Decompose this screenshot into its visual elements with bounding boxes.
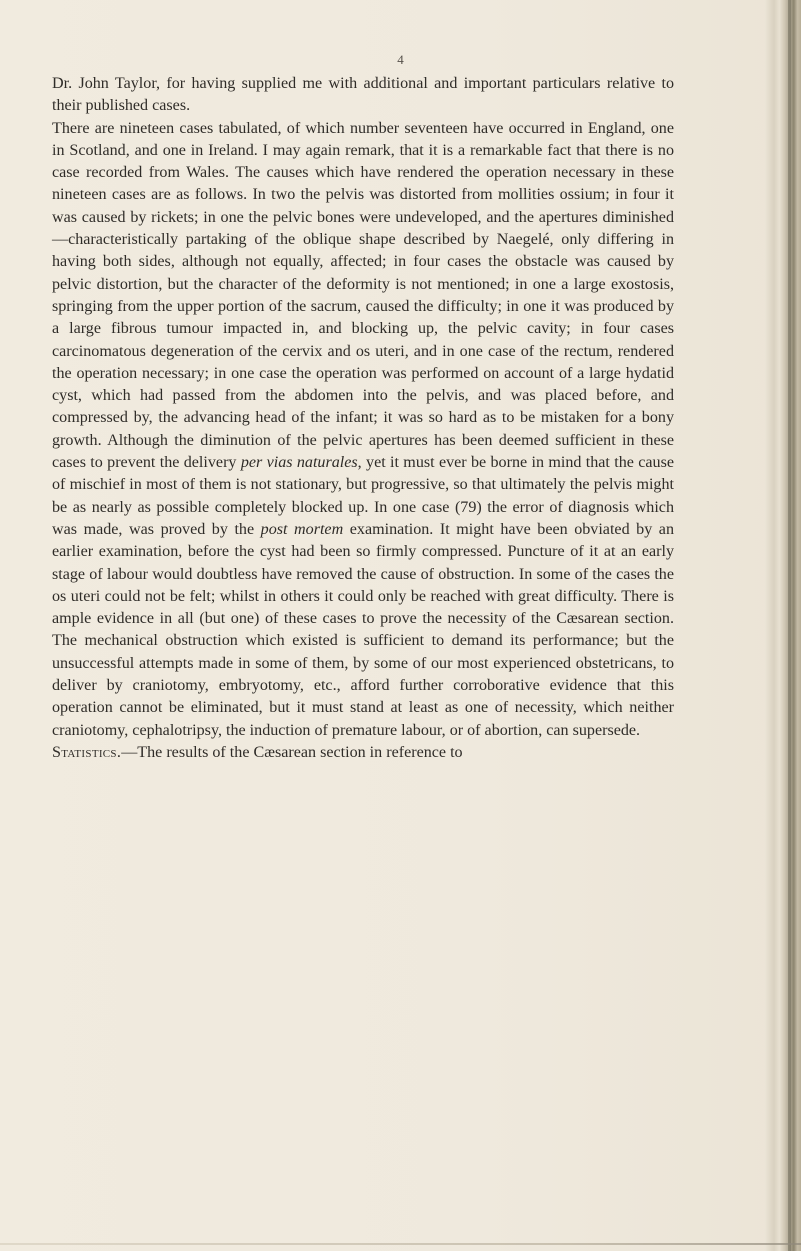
body-text [52, 73, 674, 764]
paragraph-2-part-c: examination. It might have been obviated by an earlier examination, before the cyst had been so firmly compressed. Puncture of it at an early stage of labour would doubtless have removed the cause of obstruction. In some of the cases the os uteri could not be felt; whilst in others it could only be reached with great difficulty. There is ample evidence in all (but one) of these cases to prove the necessity of the Cæsarean section. The mechanical obstruction which existed is sufficient to demand its performance; but the unsuccessful attempts made in some of them, by some of our most experienced obstetricans, to deliver by craniotomy, embryotomy, etc., afford further corroborative evidence that this operation cannot be eliminated, but it must stand at least as one of necessity, which neither craniotomy, cephalotripsy, the induction of premature labour, or of abortion, can supersede. [52, 520, 674, 739]
bottom-edge-line [0, 1243, 801, 1245]
paragraph-2-part-a: There are nineteen cases tabulated, of which number seventeen have occurred in England, one in Scotland, and one in Ireland. I may again remark, that it is a remarkable fact that there is no case recorded from Wales. The causes which have rendered the operation necessary in these nineteen cases are as follows. In two the pelvis was distorted from mollities ossium; in four it was caused by rickets; in one the pelvic bones were undeveloped, and the apertures diminished—characteristically partaking of the oblique shape described by Naegelé, only differing in having both sides, although not equally, affected; in four cases the obstacle was caused by pelvic distortion, but the character of the deformity is not mentioned; in one a large exostosis, springing from the upper portion of the sacrum, caused the difficulty; in one it was produced by a large fibrous tumour impacted in, and blocking up, the pelvic cavity; in four cases carcinomatous degeneration of the cervix and os uteri, and in one case of the rectum, rendered the operation necessary; in one case the operation was performed on account of a large hydatid cyst, which had passed from the abdomen into the pelvis, and was placed before, and compressed by, the advancing head of the infant; it was so hard as to be mistaken for a bony growth. Although the diminution of the pelvic apertures has been deemed sufficient in these cases to prevent the delivery [52, 119, 674, 472]
page-binding-edge [765, 0, 801, 1251]
italic-post-mortem: post mortem [260, 520, 344, 538]
page-number: 4 [397, 52, 404, 67]
paragraph-2 [52, 118, 674, 742]
binding-shadow-line [788, 0, 791, 1251]
paragraph-3 [52, 742, 674, 764]
statistics-heading: Statistics. [52, 743, 122, 761]
paragraph-2-part-b: , yet it must ever be borne in mind that the cause of mischief in most of them is not stationary, but progressive, so that ultimately the pelvis might be as nearly as possible completely blocked up. In one case (79) the error of diagnosis which was made, was proved by the [52, 454, 674, 538]
italic-per-vias-naturales: per vias naturales [240, 454, 358, 472]
paragraph-3-text: —The results of the Cæsarean section in reference to [121, 743, 463, 761]
paragraph-1: Dr. John Taylor, for having supplied me with additional and important particulars relative to their published cases. [52, 75, 674, 115]
